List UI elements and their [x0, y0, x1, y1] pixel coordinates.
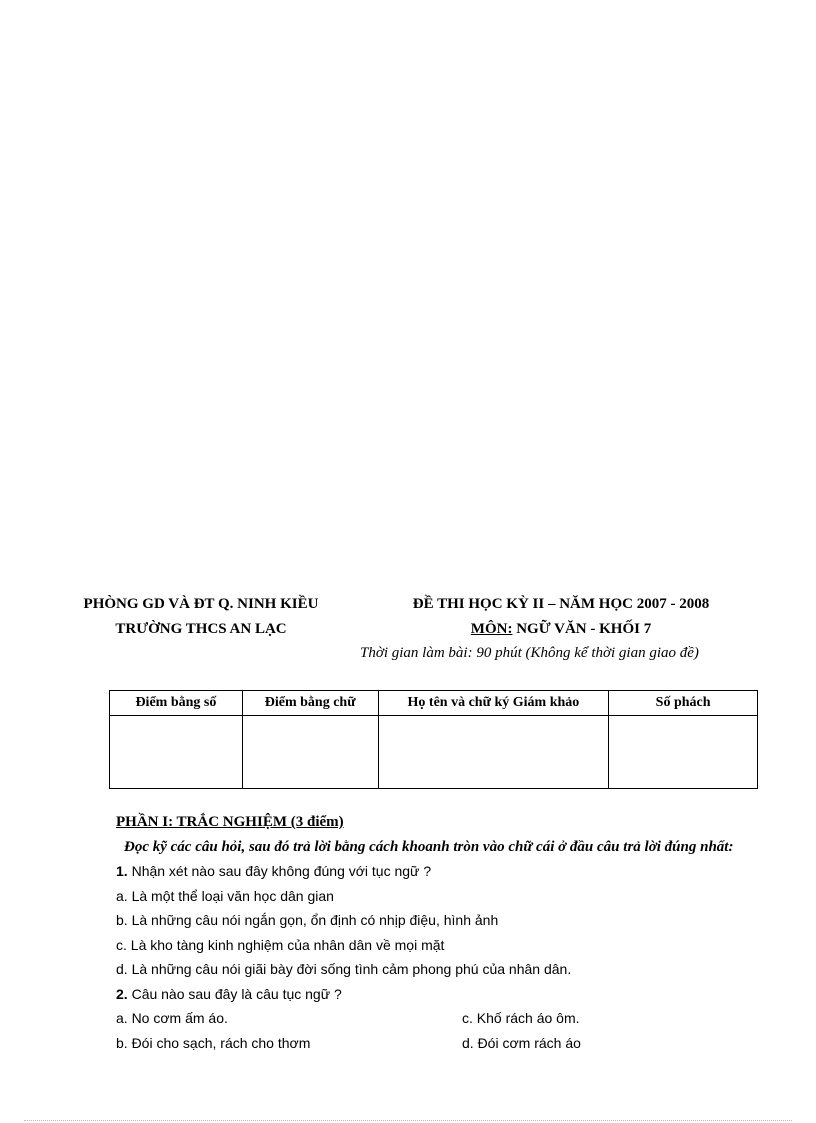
exam-title: ĐỀ THI HỌC KỲ II – NĂM HỌC 2007 - 2008: [412, 596, 710, 612]
question-1-number: 1.: [116, 863, 128, 879]
school-name: TRƯỜNG THCS AN LẠC: [115, 621, 287, 637]
score-words-cell: [242, 716, 378, 789]
q1-option-c: c. Là kho tàng kinh nghiệm của nhân dân về mọi mặt: [116, 936, 445, 953]
question-2-text: Câu nào sau đây là câu tục ngữ ?: [127, 985, 342, 1002]
section1-title: PHẦN I: TRẮC NGHIỆM (3 điểm): [116, 814, 344, 830]
q2-options-row-2: [116, 1031, 760, 1056]
q1-option-d: d. Là những câu nói giãi bày đời sống tình cảm phong phú của nhân dân.: [116, 961, 572, 977]
section1-instruction: Đọc kỹ các câu hỏi, sau đó trả lời bằng cách khoanh tròn vào chữ cái ở đầu câu trả lời đúng nhất:: [124, 838, 734, 855]
q2-option-a: a. No cơm ấm áo.: [116, 1010, 228, 1026]
subject-value: NGỮ VĂN - KHỐI 7: [512, 621, 652, 637]
section1: [116, 810, 760, 1055]
exam-subject: [361, 621, 761, 638]
score-number-cell: [110, 716, 243, 789]
question-2: [116, 982, 760, 1007]
code-number-cell: [609, 716, 758, 789]
question-2-number: 2.: [116, 985, 128, 1002]
grade-table-header-row: [110, 691, 758, 716]
grade-table-blank-row: [110, 716, 758, 789]
time-note: Thời gian làm bài: 90 phút (Không kể thời gian giao đề): [360, 645, 699, 661]
q2-options-row-1: [116, 1006, 760, 1031]
subject-label: MÔN:: [470, 621, 513, 637]
examiner-cell: [378, 716, 609, 789]
q1-option-b: b. Là những câu nói ngắn gọn, ổn định có nhịp điệu, hình ảnh: [116, 912, 499, 928]
grade-table: [109, 690, 758, 789]
code-number-header: Số phách: [609, 691, 758, 716]
question-1-text: Nhận xét nào sau đây không đúng với tục ngữ ?: [127, 863, 432, 879]
department-name: PHÒNG GD VÀ ĐT Q. NINH KIỀU: [83, 596, 319, 612]
q2-option-c: c. Khố rách áo ôm.: [462, 1010, 580, 1026]
question-1: [116, 859, 760, 884]
examiner-header: Họ tên và chữ ký Giám khảo: [378, 691, 609, 716]
q1-option-a: a. Là một thể loại văn học dân gian: [116, 887, 334, 904]
score-words-header: Điểm bằng chữ: [242, 691, 378, 716]
page-bottom-divider: [24, 1120, 792, 1121]
q2-option-d: d. Đói cơm rách áo: [462, 1034, 581, 1051]
score-number-header: Điểm bằng số: [110, 691, 243, 716]
q2-option-b: b. Đói cho sạch, rách cho thơm: [116, 1034, 311, 1051]
